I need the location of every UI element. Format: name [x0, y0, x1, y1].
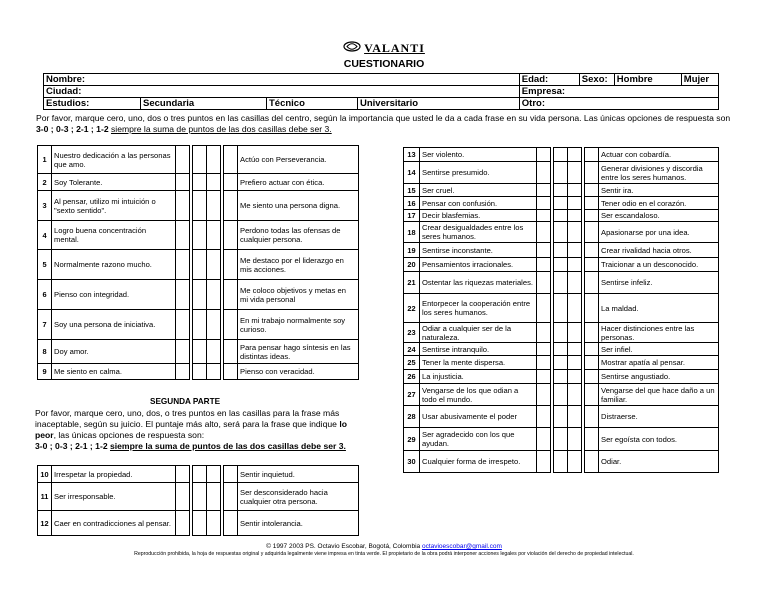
- item-right-statement: Traicionar a un desconocido.: [599, 258, 719, 272]
- score-box-right-2[interactable]: [224, 511, 238, 536]
- item-number: 29: [404, 428, 420, 451]
- score-box-right-2[interactable]: [585, 370, 599, 384]
- score-box-right-2[interactable]: [224, 280, 238, 310]
- score-box-left-2[interactable]: [554, 343, 568, 356]
- score-box-right[interactable]: [568, 294, 582, 323]
- item-left-statement: Usar abusivamente el poder: [420, 406, 537, 428]
- score-box-left[interactable]: [537, 272, 551, 294]
- score-box-right-2[interactable]: [585, 258, 599, 272]
- score-box-left[interactable]: [537, 294, 551, 323]
- item-row: [38, 191, 359, 221]
- item-number: 22: [404, 294, 420, 323]
- item-number: 24: [404, 343, 420, 356]
- item-row: [404, 406, 719, 428]
- item-row: [404, 184, 719, 197]
- tecnico-option[interactable]: Técnico: [267, 98, 358, 110]
- item-right-statement: Me destaco por el liderazgo en mis acciones.: [238, 250, 359, 280]
- item-right-statement: Tener odio en el corazón.: [599, 197, 719, 210]
- item-left-statement: Ser cruel.: [420, 184, 537, 197]
- score-box-left[interactable]: [176, 466, 190, 483]
- score-box-left-2[interactable]: [554, 356, 568, 370]
- score-box-left-2[interactable]: [193, 340, 207, 364]
- score-box-left[interactable]: [176, 364, 190, 380]
- score-box-right-2[interactable]: [585, 210, 599, 222]
- item-number: 12: [38, 511, 52, 536]
- score-box-right-2[interactable]: [585, 356, 599, 370]
- item-row: [38, 250, 359, 280]
- score-box-left[interactable]: [176, 511, 190, 536]
- item-row: [38, 280, 359, 310]
- score-box-left[interactable]: [537, 370, 551, 384]
- score-box-right-2[interactable]: [224, 364, 238, 380]
- item-number: 2: [38, 174, 52, 191]
- item-number: 17: [404, 210, 420, 222]
- score-box-left-2[interactable]: [554, 294, 568, 323]
- score-box-left-2[interactable]: [193, 146, 207, 174]
- score-box-left[interactable]: [537, 162, 551, 184]
- nombre-field[interactable]: Nombre:: [44, 74, 520, 86]
- item-row: [38, 364, 359, 380]
- score-box-right-2[interactable]: [585, 451, 599, 473]
- score-box-left[interactable]: [176, 310, 190, 340]
- score-box-left-2[interactable]: [193, 511, 207, 536]
- item-right-statement: Perdono todas las ofensas de cualquier persona.: [238, 221, 359, 250]
- item-number: 13: [404, 148, 420, 162]
- score-box-right-2[interactable]: [585, 343, 599, 356]
- item-right-statement: Para pensar hago síntesis en las distintas ideas.: [238, 340, 359, 364]
- item-row: [404, 162, 719, 184]
- score-box-left-2[interactable]: [554, 258, 568, 272]
- score-box-right[interactable]: [568, 184, 582, 197]
- item-row: [404, 451, 719, 473]
- score-box-left-2[interactable]: [193, 191, 207, 221]
- item-number: 1: [38, 146, 52, 174]
- score-box-right-2[interactable]: [224, 221, 238, 250]
- item-left-statement: Soy una persona de iniciativa.: [52, 310, 176, 340]
- item-left-statement: Me siento en calma.: [52, 364, 176, 380]
- score-box-left[interactable]: [537, 384, 551, 406]
- item-row: [404, 356, 719, 370]
- item-right-statement: Pienso con veracidad.: [238, 364, 359, 380]
- score-box-left[interactable]: [176, 340, 190, 364]
- item-number: 15: [404, 184, 420, 197]
- item-left-statement: Logro buena concentración mental.: [52, 221, 176, 250]
- item-left-statement: Entorpecer la cooperación entre los seres humanos.: [420, 294, 537, 323]
- part1-table: [37, 145, 359, 380]
- item-left-statement: Doy amor.: [52, 340, 176, 364]
- item-left-statement: Ser violento.: [420, 148, 537, 162]
- score-box-right[interactable]: [207, 146, 221, 174]
- score-box-right[interactable]: [568, 343, 582, 356]
- score-box-left[interactable]: [537, 184, 551, 197]
- score-box-right-2[interactable]: [585, 243, 599, 258]
- item-left-statement: Sentirse presumido.: [420, 162, 537, 184]
- item-right-statement: Ser egoísta con todos.: [599, 428, 719, 451]
- item-row: [404, 343, 719, 356]
- item-row: [38, 466, 359, 483]
- item-number: 30: [404, 451, 420, 473]
- item-left-statement: Nuestro dedicación a las personas que amo.: [52, 146, 176, 174]
- item-number: 27: [404, 384, 420, 406]
- item-number: 3: [38, 191, 52, 221]
- item-right-statement: Apasionarse por una idea.: [599, 222, 719, 243]
- item-left-statement: Ser agradecido con los que ayudan.: [420, 428, 537, 451]
- score-box-left[interactable]: [537, 258, 551, 272]
- item-number: 26: [404, 370, 420, 384]
- instructions-part-2: Por favor, marque cero, uno, dos, o tres puntos en las casillas para la frase más inaceptable, según su juicio. El puntaje más alto, será para la frase que indique lo peor, las únicas opciones de respuesta son: 3-0 ; 0-3 ; 2-1 ; 1-2 siempre la suma de puntos de las dos casillas debe ser 3.: [35, 408, 347, 451]
- score-box-right-2[interactable]: [585, 323, 599, 343]
- footer-copyright: © 1997 2003 PS. Octavio Escobar, Bogotá, Colombia octavioescobar@gmail.com: [266, 543, 502, 550]
- score-box-right[interactable]: [568, 370, 582, 384]
- score-box-right[interactable]: [207, 340, 221, 364]
- brand-name: VALANTI: [364, 41, 425, 55]
- score-box-left[interactable]: [537, 197, 551, 210]
- item-row: [38, 511, 359, 536]
- item-number: 9: [38, 364, 52, 380]
- part2-table-left: [37, 465, 359, 536]
- score-box-right[interactable]: [568, 243, 582, 258]
- score-box-left[interactable]: [537, 356, 551, 370]
- item-left-statement: Irrespetar la propiedad.: [52, 466, 176, 483]
- score-box-right[interactable]: [207, 466, 221, 483]
- score-box-left-2[interactable]: [193, 174, 207, 191]
- score-box-left-2[interactable]: [193, 280, 207, 310]
- score-box-left-2[interactable]: [193, 310, 207, 340]
- segunda-parte-heading: SEGUNDA PARTE: [150, 397, 221, 406]
- mujer-option[interactable]: Mujer: [681, 74, 718, 86]
- item-left-statement: Sentirse intranquilo.: [420, 343, 537, 356]
- item-right-statement: Ser escandaloso.: [599, 210, 719, 222]
- item-right-statement: Sentir intolerancia.: [238, 511, 359, 536]
- score-box-right[interactable]: [207, 191, 221, 221]
- item-number: 14: [404, 162, 420, 184]
- score-box-left[interactable]: [537, 243, 551, 258]
- estudios-label: Estudios:: [44, 98, 141, 110]
- score-box-left[interactable]: [176, 221, 190, 250]
- score-box-right[interactable]: [568, 323, 582, 343]
- score-box-right-2[interactable]: [585, 184, 599, 197]
- item-right-statement: Hacer distinciones entre las personas.: [599, 323, 719, 343]
- score-box-left-2[interactable]: [554, 222, 568, 243]
- item-right-statement: Mostrar apatía al pensar.: [599, 356, 719, 370]
- item-number: 23: [404, 323, 420, 343]
- score-box-right-2[interactable]: [585, 148, 599, 162]
- score-box-right[interactable]: [568, 451, 582, 473]
- item-left-statement: Caer en contradicciones al pensar.: [52, 511, 176, 536]
- score-box-right[interactable]: [207, 310, 221, 340]
- score-box-right-2[interactable]: [224, 466, 238, 483]
- item-row: [404, 210, 719, 222]
- score-box-right[interactable]: [207, 250, 221, 280]
- item-number: 4: [38, 221, 52, 250]
- item-right-statement: Sentir inquietud.: [238, 466, 359, 483]
- score-box-right[interactable]: [568, 406, 582, 428]
- item-left-statement: Vengarse de los que odian a todo el mundo.: [420, 384, 537, 406]
- item-number: 11: [38, 483, 52, 511]
- score-box-left-2[interactable]: [554, 272, 568, 294]
- item-row: [38, 174, 359, 191]
- score-box-right-2[interactable]: [585, 197, 599, 210]
- item-left-statement: Ostentar las riquezas materiales.: [420, 272, 537, 294]
- score-box-left-2[interactable]: [193, 250, 207, 280]
- item-row: [404, 272, 719, 294]
- item-left-statement: Pensar con confusión.: [420, 197, 537, 210]
- item-left-statement: Al pensar, utilizo mi intuición o "sexto sentido".: [52, 191, 176, 221]
- item-right-statement: Ser infiel.: [599, 343, 719, 356]
- item-right-statement: Vengarse del que hace daño a un familiar.: [599, 384, 719, 406]
- item-left-statement: Sentirse inconstante.: [420, 243, 537, 258]
- score-box-right-2[interactable]: [224, 191, 238, 221]
- empresa-field[interactable]: Empresa:: [519, 86, 718, 98]
- score-box-right[interactable]: [568, 384, 582, 406]
- item-right-statement: Crear rivalidad hacia otros.: [599, 243, 719, 258]
- score-box-left-2[interactable]: [193, 364, 207, 380]
- score-box-right-2[interactable]: [224, 250, 238, 280]
- item-left-statement: Odiar a cualquier ser de la naturaleza.: [420, 323, 537, 343]
- valanti-logo-icon: [343, 40, 361, 56]
- brand-logo: [0, 40, 768, 56]
- item-row: [404, 258, 719, 272]
- page-title: CUESTIONARIO: [343, 58, 425, 70]
- item-row: [404, 222, 719, 243]
- score-box-right[interactable]: [207, 483, 221, 511]
- item-row: [404, 294, 719, 323]
- secundaria-option[interactable]: Secundaria: [141, 98, 267, 110]
- item-left-statement: La injusticia.: [420, 370, 537, 384]
- score-box-left[interactable]: [176, 146, 190, 174]
- item-number: 8: [38, 340, 52, 364]
- score-box-right[interactable]: [568, 148, 582, 162]
- email-link[interactable]: octavioescobar@gmail.com: [421, 543, 502, 550]
- item-right-statement: Odiar.: [599, 451, 719, 473]
- item-number: 10: [38, 466, 52, 483]
- item-right-statement: Actuar con cobardía.: [599, 148, 719, 162]
- score-box-right[interactable]: [568, 222, 582, 243]
- score-box-right[interactable]: [207, 511, 221, 536]
- item-number: 20: [404, 258, 420, 272]
- item-right-statement: Actúo con Perseverancia.: [238, 146, 359, 174]
- score-box-right-2[interactable]: [585, 406, 599, 428]
- item-number: 25: [404, 356, 420, 370]
- personal-info-form: [43, 73, 719, 110]
- item-row: [38, 483, 359, 511]
- item-left-statement: Crear desigualdades entre los seres humanos.: [420, 222, 537, 243]
- item-row: [404, 323, 719, 343]
- item-right-statement: Sentirse angustiado.: [599, 370, 719, 384]
- score-box-right[interactable]: [568, 356, 582, 370]
- score-box-left-2[interactable]: [554, 184, 568, 197]
- score-box-right-2[interactable]: [224, 310, 238, 340]
- part2-table-right: [403, 147, 719, 473]
- score-box-right[interactable]: [568, 428, 582, 451]
- score-box-left-2[interactable]: [554, 197, 568, 210]
- score-box-left[interactable]: [176, 483, 190, 511]
- score-box-right-2[interactable]: [224, 340, 238, 364]
- edad-field[interactable]: Edad:: [519, 74, 579, 86]
- ciudad-field[interactable]: Ciudad:: [44, 86, 520, 98]
- score-box-left[interactable]: [176, 191, 190, 221]
- item-number: 16: [404, 197, 420, 210]
- footer-legal: Reproducción prohibida, la hoja de respuestas original y adquirida legalmente viene impresa en tinta verde. El propietario de la obra podrá interponer acciones legales por violación del derecho de propiedad intelectual.: [134, 551, 634, 557]
- item-row: [38, 146, 359, 174]
- score-box-left-2[interactable]: [554, 323, 568, 343]
- item-right-statement: La maldad.: [599, 294, 719, 323]
- score-box-left-2[interactable]: [554, 384, 568, 406]
- score-box-left-2[interactable]: [554, 451, 568, 473]
- score-box-right-2[interactable]: [585, 294, 599, 323]
- score-box-left-2[interactable]: [554, 148, 568, 162]
- otro-field[interactable]: Otro:: [519, 98, 718, 110]
- score-box-right[interactable]: [568, 258, 582, 272]
- score-box-left-2[interactable]: [193, 221, 207, 250]
- score-box-right-2[interactable]: [585, 162, 599, 184]
- item-row: [404, 384, 719, 406]
- item-right-statement: Distraerse.: [599, 406, 719, 428]
- item-left-statement: Tener la mente dispersa.: [420, 356, 537, 370]
- item-row: [404, 197, 719, 210]
- item-left-statement: Pensamientos irracionales.: [420, 258, 537, 272]
- universitario-option[interactable]: Universitario: [358, 98, 520, 110]
- score-box-right[interactable]: [207, 174, 221, 191]
- item-right-statement: Generar divisiones y discordia entre los seres humanos.: [599, 162, 719, 184]
- item-left-statement: Ser irresponsable.: [52, 483, 176, 511]
- score-box-right-2[interactable]: [585, 384, 599, 406]
- item-right-statement: Sentir ira.: [599, 184, 719, 197]
- item-row: [38, 310, 359, 340]
- score-box-right-2[interactable]: [224, 483, 238, 511]
- score-box-right[interactable]: [568, 197, 582, 210]
- score-box-left-2[interactable]: [554, 370, 568, 384]
- score-box-right[interactable]: [568, 210, 582, 222]
- item-row: [404, 428, 719, 451]
- score-box-left-2[interactable]: [193, 466, 207, 483]
- score-box-left-2[interactable]: [193, 483, 207, 511]
- score-box-left-2[interactable]: [554, 428, 568, 451]
- sexo-label: Sexo:: [579, 74, 614, 86]
- item-left-statement: Decir blasfemias.: [420, 210, 537, 222]
- item-right-statement: Ser desconsiderado hacia cualquier otra persona.: [238, 483, 359, 511]
- item-right-statement: Me coloco objetivos y metas en mi vida personal: [238, 280, 359, 310]
- item-right-statement: En mi trabajo normalmente soy curioso.: [238, 310, 359, 340]
- score-box-left[interactable]: [176, 174, 190, 191]
- item-row: [404, 243, 719, 258]
- item-left-statement: Cualquier forma de irrespeto.: [420, 451, 537, 473]
- score-box-left[interactable]: [537, 210, 551, 222]
- score-box-right[interactable]: [568, 272, 582, 294]
- score-box-right-2[interactable]: [224, 146, 238, 174]
- item-row: [38, 221, 359, 250]
- score-box-right[interactable]: [207, 221, 221, 250]
- score-box-left-2[interactable]: [554, 162, 568, 184]
- score-box-left[interactable]: [176, 280, 190, 310]
- item-row: [38, 340, 359, 364]
- score-box-left[interactable]: [537, 428, 551, 451]
- item-left-statement: Pienso con integridad.: [52, 280, 176, 310]
- score-box-left[interactable]: [537, 323, 551, 343]
- instructions-part-1: Por favor, marque cero, uno, dos o tres puntos en las casillas del centro, según la importancia que usted le da a cada frase en su vida persona. Las únicas opciones de respuesta son 3-0 ; 0-3 ; 2-1 ; 1-2 siempre la suma de puntos de las dos casillas debe ser 3.: [36, 113, 731, 134]
- item-number: 5: [38, 250, 52, 280]
- item-right-statement: Me siento una persona digna.: [238, 191, 359, 221]
- item-right-statement: Prefiero actuar con ética.: [238, 174, 359, 191]
- score-box-left-2[interactable]: [554, 406, 568, 428]
- score-box-left[interactable]: [537, 343, 551, 356]
- item-number: 28: [404, 406, 420, 428]
- item-number: 21: [404, 272, 420, 294]
- score-box-right-2[interactable]: [224, 174, 238, 191]
- score-box-left[interactable]: [176, 250, 190, 280]
- item-number: 18: [404, 222, 420, 243]
- score-box-right[interactable]: [207, 364, 221, 380]
- score-box-left-2[interactable]: [554, 243, 568, 258]
- score-box-right[interactable]: [207, 280, 221, 310]
- item-number: 7: [38, 310, 52, 340]
- score-box-left[interactable]: [537, 222, 551, 243]
- score-box-right-2[interactable]: [585, 272, 599, 294]
- hombre-option[interactable]: Hombre: [614, 74, 681, 86]
- item-left-statement: Normalmente razono mucho.: [52, 250, 176, 280]
- item-number: 6: [38, 280, 52, 310]
- item-row: [404, 148, 719, 162]
- item-row: [404, 370, 719, 384]
- score-box-right[interactable]: [568, 162, 582, 184]
- item-left-statement: Soy Tolerante.: [52, 174, 176, 191]
- score-box-right-2[interactable]: [585, 428, 599, 451]
- score-box-left[interactable]: [537, 148, 551, 162]
- item-right-statement: Sentirse infeliz.: [599, 272, 719, 294]
- score-box-left[interactable]: [537, 406, 551, 428]
- score-box-left[interactable]: [537, 451, 551, 473]
- score-box-right-2[interactable]: [585, 222, 599, 243]
- score-box-left-2[interactable]: [554, 210, 568, 222]
- item-number: 19: [404, 243, 420, 258]
